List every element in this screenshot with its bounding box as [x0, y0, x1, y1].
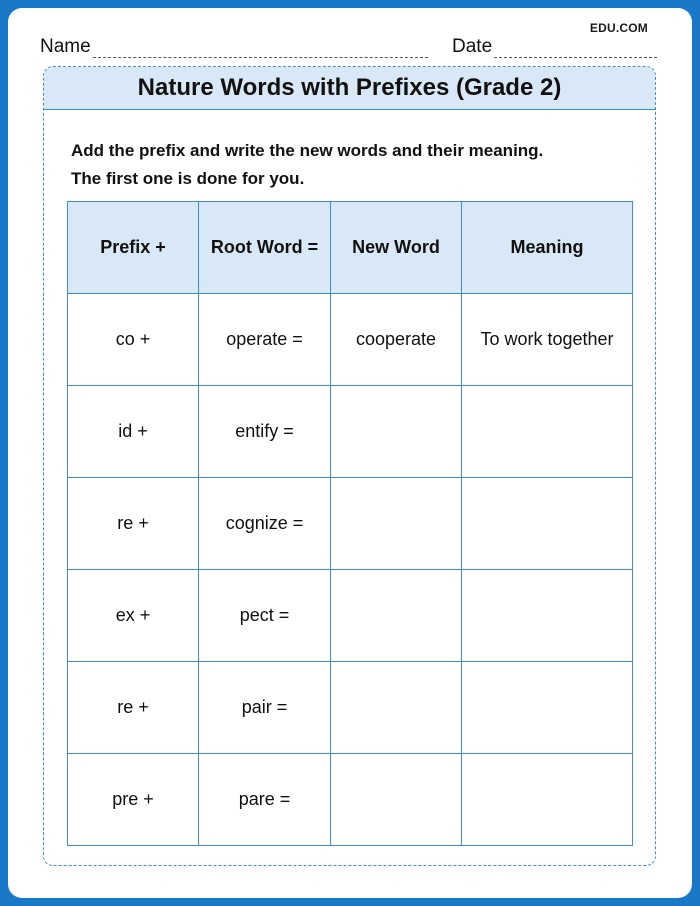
root-cell: pair =	[199, 662, 331, 754]
instructions-line-2: The first one is done for you.	[71, 169, 305, 188]
meaning-cell[interactable]	[462, 754, 633, 846]
meaning-cell: To work together	[462, 294, 633, 386]
table-row	[68, 754, 633, 846]
prefix-table	[67, 201, 633, 846]
date-field[interactable]	[452, 36, 657, 58]
new-word-cell[interactable]	[331, 662, 462, 754]
worksheet-page	[8, 8, 692, 898]
root-cell: cognize =	[199, 478, 331, 570]
root-cell: entify =	[199, 386, 331, 478]
table-row	[68, 570, 633, 662]
root-cell: pare =	[199, 754, 331, 846]
prefix-cell: ex +	[68, 570, 199, 662]
new-word-cell: cooperate	[331, 294, 462, 386]
prefix-cell: pre +	[68, 754, 199, 846]
brand-logo: EDU.COM	[589, 21, 648, 35]
prefix-cell: co +	[68, 294, 199, 386]
root-cell: pect =	[199, 570, 331, 662]
table-row	[68, 386, 633, 478]
date-label: Date	[452, 36, 493, 57]
header-new-word: New Word	[331, 202, 462, 294]
new-word-cell[interactable]	[331, 754, 462, 846]
name-field[interactable]	[40, 36, 428, 58]
date-write-line[interactable]	[494, 37, 657, 58]
instructions-line-1: Add the prefix and write the new words and their meaning.	[71, 141, 544, 160]
worksheet-card	[43, 66, 656, 866]
table-header-row	[68, 202, 633, 294]
instructions	[71, 137, 631, 193]
name-label: Name	[40, 36, 91, 57]
prefix-cell: re +	[68, 662, 199, 754]
root-cell: operate =	[199, 294, 331, 386]
prefix-cell: id +	[68, 386, 199, 478]
name-write-line[interactable]	[93, 37, 428, 58]
header-prefix: Prefix +	[68, 202, 199, 294]
table-row	[68, 294, 633, 386]
new-word-cell[interactable]	[331, 478, 462, 570]
new-word-cell[interactable]	[331, 570, 462, 662]
new-word-cell[interactable]	[331, 386, 462, 478]
meaning-cell[interactable]	[462, 478, 633, 570]
table-row	[68, 662, 633, 754]
meaning-cell[interactable]	[462, 570, 633, 662]
header-meaning: Meaning	[462, 202, 633, 294]
table-row	[68, 478, 633, 570]
worksheet-title: Nature Words with Prefixes (Grade 2)	[44, 67, 655, 110]
header-root-word: Root Word =	[199, 202, 331, 294]
prefix-cell: re +	[68, 478, 199, 570]
meaning-cell[interactable]	[462, 386, 633, 478]
meaning-cell[interactable]	[462, 662, 633, 754]
